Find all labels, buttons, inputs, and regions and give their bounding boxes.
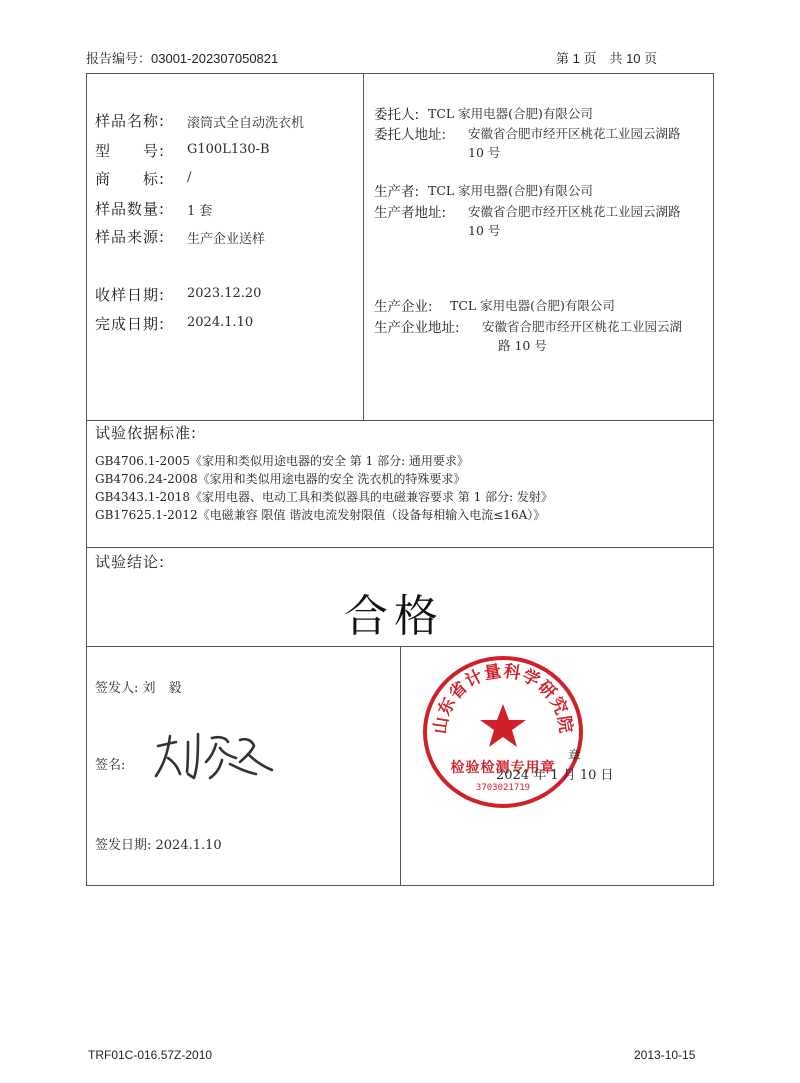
client-value: TCL 家用电器(合肥)有限公司	[428, 106, 593, 121]
producer-value: TCL 家用电器(合肥)有限公司	[428, 183, 593, 198]
producer-address-value-line2: 10 号	[468, 223, 501, 238]
standard-item: GB4343.1-2018《家用电器、电动工具和类似器具的电磁兼容要求 第 1 部分: 发射》	[95, 490, 553, 504]
sample-name-label: 样品名称:	[95, 112, 166, 130]
completed-date-value: 2024.1.10	[187, 315, 254, 330]
handwritten-signature	[150, 728, 280, 784]
issuer: 签发人: 刘 毅	[95, 681, 182, 696]
source-label: 样品来源:	[95, 228, 166, 246]
conclusion-title: 试验结论:	[95, 553, 166, 571]
stamp-date: 2024 年 1 月 10 日	[496, 768, 614, 783]
enterprise-label: 生产企业:	[374, 299, 433, 315]
signoff-divider	[400, 646, 401, 886]
svg-text:山东省计量科学研究院: 山东省计量科学研究院	[430, 661, 576, 736]
model-label: 型 号:	[95, 142, 166, 160]
producer-address-label: 生产者地址:	[374, 205, 447, 221]
form-date: 2013-10-15	[634, 1048, 696, 1062]
brand-label: 商 标:	[95, 170, 166, 188]
enterprise-address-value: 安徽省合肥市经开区桃花工业园云湖	[482, 319, 683, 334]
page-indicator: 第 1 页 共 10 页	[556, 51, 658, 66]
standards-title: 试验依据标准:	[95, 424, 198, 442]
svg-text:3703021719: 3703021719	[475, 783, 531, 793]
client-label: 委托人:	[374, 107, 420, 123]
model-value: G100L130-B	[187, 142, 270, 157]
form-code: TRF01C-016.57Z-2010	[88, 1048, 213, 1062]
producer-address-value: 安徽省合肥市经开区桃花工业园云湖路	[468, 204, 681, 219]
report-number: 报告编号：03001-202307050821	[86, 51, 279, 66]
standard-item: GB17625.1-2012《电磁兼容 限值 谐波电流发射限值（设备每相输入电流≤16A）》	[95, 508, 546, 522]
producer-label: 生产者:	[374, 184, 420, 200]
sign-label: 签名:	[95, 758, 126, 773]
standard-item: GB4706.1-2005《家用和类似用途电器的安全 第 1 部分: 通用要求》	[95, 454, 469, 468]
enterprise-address-value-line2: 路 10 号	[498, 338, 547, 353]
client-address-label: 委托人地址:	[374, 127, 447, 143]
quantity-label: 样品数量:	[95, 200, 166, 218]
brand-value: /	[187, 170, 192, 185]
received-date-value: 2023.12.20	[187, 286, 262, 301]
svg-text:检验检测专用章: 检验检测专用章	[450, 760, 556, 776]
quantity-value: 1 套	[187, 204, 213, 219]
standard-item: GB4706.24-2008《家用和类似用途电器的安全 洗衣机的特殊要求》	[95, 472, 466, 486]
column-divider	[363, 73, 364, 421]
enterprise-address-label: 生产企业地址:	[374, 320, 460, 336]
received-date-label: 收样日期:	[95, 286, 166, 304]
completed-date-label: 完成日期:	[95, 315, 166, 333]
sample-name-value: 滚筒式全自动洗衣机	[187, 116, 305, 131]
enterprise-value: TCL 家用电器(合肥)有限公司	[450, 298, 615, 313]
client-address-value-line2: 10 号	[468, 145, 501, 160]
issue-date: 签发日期: 2024.1.10	[95, 838, 222, 853]
client-address-value: 安徽省合肥市经开区桃花工业园云湖路	[468, 126, 681, 141]
stamp-suffix: 章	[568, 749, 582, 764]
source-value: 生产企业送样	[187, 232, 266, 247]
official-seal	[418, 652, 588, 812]
conclusion-result: 合格	[344, 591, 444, 642]
